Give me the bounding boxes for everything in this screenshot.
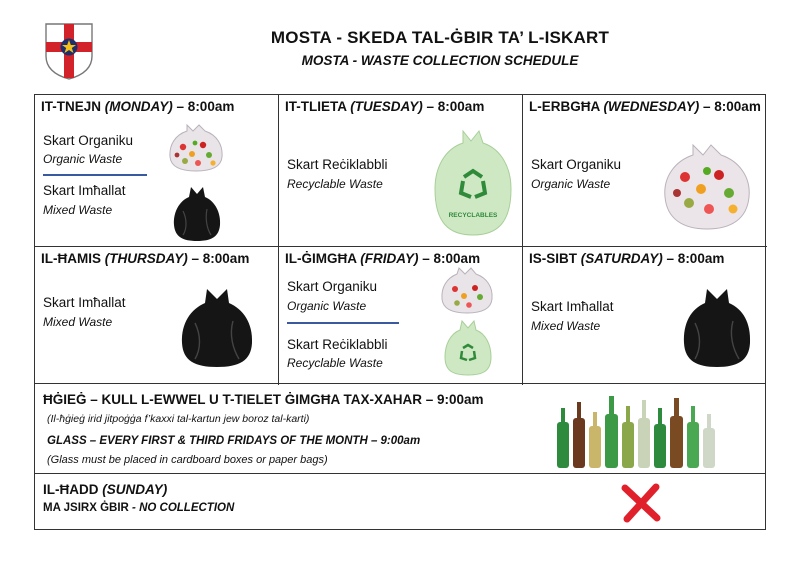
waste-type-label: Skart Reċiklabbli <box>287 337 388 352</box>
waste-type-label: Skart Organiku <box>43 133 134 148</box>
waste-type-english: Mixed Waste <box>43 315 113 329</box>
black-bag-icon <box>679 285 755 369</box>
glass-heading-english: GLASS – EVERY FIRST & THIRD FRIDAYS OF THE MONTH – 9:00am <box>47 435 421 447</box>
day-heading: IT-TNEJN (MONDAY) – 8:00am <box>41 99 235 114</box>
sunday-heading: IL-ĦADD (SUNDAY) <box>43 482 168 497</box>
red-x-icon <box>619 482 663 524</box>
recycle-bag-icon <box>443 319 493 377</box>
day-heading: IL-ĠIMGĦA (FRIDAY) – 8:00am <box>285 251 481 266</box>
waste-type-english: Organic Waste <box>531 177 611 191</box>
organic-bag-icon <box>165 121 227 173</box>
day-cell-thursday <box>35 247 279 385</box>
waste-type-label: Skart Organiku <box>287 279 378 294</box>
sunday-row <box>34 474 766 530</box>
glass-note-english: (Glass must be placed in cardboard boxes or paper bags) <box>47 454 328 466</box>
waste-type-label: Skart Imħallat <box>43 295 126 310</box>
waste-type-english: Recyclable Waste <box>287 177 383 191</box>
separator-line <box>43 174 147 176</box>
recyclables-bag-label: RECYCLABLES <box>448 212 498 219</box>
waste-type-english: Mixed Waste <box>531 319 601 333</box>
page-title: MOSTA - SKEDA TAL-ĠBIR TA’ L-ISKART <box>270 28 610 47</box>
day-heading: IS-SIBT (SATURDAY) – 8:00am <box>529 251 725 266</box>
separator-line <box>287 322 399 324</box>
day-heading: IL-ĦAMIS (THURSDAY) – 8:00am <box>41 251 250 266</box>
day-cell-monday <box>35 95 279 247</box>
waste-type-label: Skart Imħallat <box>531 299 614 314</box>
organic-bag-icon <box>439 265 495 315</box>
glass-collection-row <box>34 384 766 474</box>
waste-type-label: Skart Organiku <box>531 157 622 172</box>
waste-type-english: Mixed Waste <box>43 203 113 217</box>
mosta-crest-icon <box>44 22 94 80</box>
glass-note: (Il-ħġieġ irid jitpoġġa f’kaxxi tal-kartun jew boroz tal-karti) <box>47 413 310 425</box>
organic-bag-icon <box>659 141 755 233</box>
black-bag-icon <box>177 285 257 369</box>
no-collection-label: MA JSIRX ĠBIR - NO COLLECTION <box>43 502 235 514</box>
glass-heading: ĦĠIEĠ – KULL L-EWWEL U T-TIELET ĠIMGĦA TAX-XAHAR – 9:00am <box>43 392 484 407</box>
day-cell-saturday <box>523 247 767 385</box>
schedule-grid <box>34 94 766 384</box>
waste-type-label: Skart Reċiklabbli <box>287 157 388 172</box>
day-cell-friday <box>279 247 523 385</box>
waste-type-label: Skart Imħallat <box>43 183 126 198</box>
day-heading: IT-TLIETA (TUESDAY) – 8:00am <box>285 99 485 114</box>
waste-type-english: Organic Waste <box>43 152 123 166</box>
waste-type-english: Organic Waste <box>287 299 367 313</box>
day-cell-tuesday <box>279 95 523 247</box>
day-heading: L-ERBGĦA (WEDNESDAY) – 8:00am <box>529 99 761 114</box>
day-cell-wednesday <box>523 95 767 247</box>
glass-bottles-icon <box>551 388 721 470</box>
black-bag-icon <box>171 185 223 243</box>
page-subtitle: MOSTA - WASTE COLLECTION SCHEDULE <box>301 53 579 68</box>
waste-type-english: Recyclable Waste <box>287 356 383 370</box>
recycle-bag-icon <box>431 127 515 239</box>
